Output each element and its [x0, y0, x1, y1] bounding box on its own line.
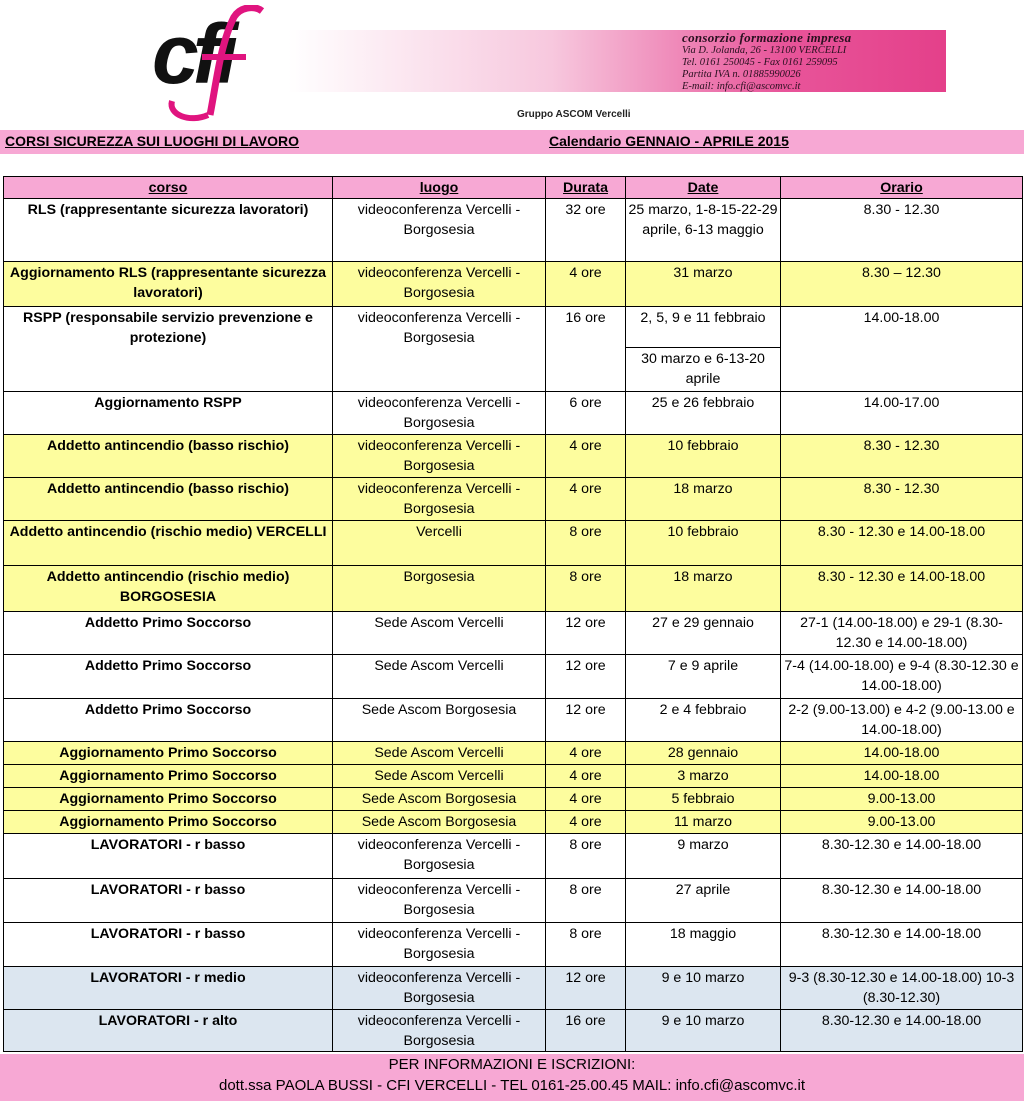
cell-durata: 4 ore — [546, 478, 626, 521]
table-row — [4, 307, 1023, 348]
cell-luogo: videoconferenza Vercelli - Borgosesia — [333, 834, 546, 879]
cell-luogo: Sede Ascom Vercelli — [333, 765, 546, 788]
cell-date: 31 marzo — [626, 262, 781, 307]
cell-orario: 8.30 – 12.30 — [781, 262, 1023, 307]
cell-luogo: videoconferenza Vercelli - Borgosesia — [333, 1010, 546, 1052]
cell-luogo: videoconferenza Vercelli - Borgosesia — [333, 923, 546, 967]
cell-orario: 8.30-12.30 e 14.00-18.00 — [781, 879, 1023, 923]
cell-luogo: Sede Ascom Vercelli — [333, 612, 546, 655]
table-row — [4, 1010, 1023, 1052]
cell-corso: Addetto Primo Soccorso — [4, 612, 333, 655]
cfi-logo — [150, 5, 275, 123]
cell-orario: 8.30-12.30 e 14.00-18.00 — [781, 923, 1023, 967]
cell-date-second: 30 marzo e 6-13-20 aprile — [626, 348, 781, 392]
footer-info-heading: PER INFORMAZIONI E ISCRIZIONI: — [388, 1056, 636, 1073]
cell-corso: Addetto antincendio (rischio medio) BORGOSESIA — [4, 566, 333, 612]
cell-corso: LAVORATORI - r basso — [4, 834, 333, 879]
cell-corso: Aggiornamento RLS (rappresentante sicurezza lavoratori) — [4, 262, 333, 307]
cell-corso: Addetto antincendio (basso rischio) — [4, 435, 333, 478]
cell-durata: 8 ore — [546, 566, 626, 612]
cell-date: 9 marzo — [626, 834, 781, 879]
cell-luogo: Sede Ascom Borgosesia — [333, 811, 546, 834]
cell-durata: 4 ore — [546, 262, 626, 307]
document-title: CORSI SICUREZZA SUI LUOGHI DI LAVORO — [5, 133, 300, 149]
cell-durata: 8 ore — [546, 521, 626, 566]
cell-date: 25 e 26 febbraio — [626, 392, 781, 435]
contact-footer — [0, 1054, 1024, 1101]
cell-durata: 4 ore — [546, 788, 626, 811]
cell-date: 27 aprile — [626, 879, 781, 923]
cell-luogo: Borgosesia — [333, 566, 546, 612]
cell-corso: Addetto antincendio (basso rischio) — [4, 478, 333, 521]
cell-corso: Addetto antincendio (rischio medio) VERCELLI — [4, 521, 333, 566]
cell-durata: 8 ore — [546, 879, 626, 923]
cell-durata: 12 ore — [546, 967, 626, 1010]
cell-orario: 8.30 - 12.30 e 14.00-18.00 — [781, 566, 1023, 612]
cell-corso: LAVORATORI - r medio — [4, 967, 333, 1010]
cell-corso: Aggiornamento Primo Soccorso — [4, 811, 333, 834]
cell-corso: LAVORATORI - r basso — [4, 923, 333, 967]
table-row — [4, 521, 1023, 566]
cell-date: 25 marzo, 1-8-15-22-29 aprile, 6-13 maggio — [626, 199, 781, 262]
cell-luogo: Vercelli — [333, 521, 546, 566]
cell-date: 27 e 29 gennaio — [626, 612, 781, 655]
cell-luogo: videoconferenza Vercelli - Borgosesia — [333, 879, 546, 923]
cell-orario: 27-1 (14.00-18.00) e 29-1 (8.30-12.30 e 14.00-18.00) — [781, 612, 1023, 655]
cell-corso: Addetto Primo Soccorso — [4, 655, 333, 699]
table-row — [4, 199, 1023, 262]
cell-date: 3 marzo — [626, 765, 781, 788]
cell-date: 2, 5, 9 e 11 febbraio — [626, 307, 781, 348]
cell-date: 2 e 4 febbraio — [626, 699, 781, 742]
table-row — [4, 879, 1023, 923]
cell-corso: Aggiornamento Primo Soccorso — [4, 742, 333, 765]
company-phone: Tel. 0161 250045 - Fax 0161 259095 — [682, 57, 838, 68]
cell-durata: 16 ore — [546, 1010, 626, 1052]
cell-luogo: videoconferenza Vercelli - Borgosesia — [333, 435, 546, 478]
footer-contact: dott.ssa PAOLA BUSSI - CFI VERCELLI - TEL 0161-25.00.45 MAIL: info.cfi@ascomvc.it — [218, 1077, 806, 1094]
cell-corso: LAVORATORI - r basso — [4, 879, 333, 923]
course-schedule-table — [3, 176, 1023, 1052]
cell-corso: Aggiornamento Primo Soccorso — [4, 788, 333, 811]
cell-durata: 4 ore — [546, 811, 626, 834]
cell-orario: 7-4 (14.00-18.00) e 9-4 (8.30-12.30 e 14.00-18.00) — [781, 655, 1023, 699]
cell-luogo: Sede Ascom Vercelli — [333, 655, 546, 699]
cell-orario: 8.30-12.30 e 14.00-18.00 — [781, 834, 1023, 879]
cell-corso: RLS (rappresentante sicurezza lavoratori) — [4, 199, 333, 262]
company-info — [682, 30, 942, 93]
cell-durata: 8 ore — [546, 834, 626, 879]
group-label: Gruppo ASCOM Vercelli — [517, 109, 631, 120]
cell-corso: RSPP (responsabile servizio prevenzione e protezione) — [4, 307, 333, 392]
table-row — [4, 967, 1023, 1010]
cell-durata: 8 ore — [546, 923, 626, 967]
header-durata: Durata — [546, 177, 626, 199]
cell-durata: 4 ore — [546, 765, 626, 788]
cell-date: 18 marzo — [626, 478, 781, 521]
table-row — [4, 923, 1023, 967]
cell-luogo: Sede Ascom Borgosesia — [333, 699, 546, 742]
table-row — [4, 765, 1023, 788]
cell-date: 18 marzo — [626, 566, 781, 612]
cell-date: 5 febbraio — [626, 788, 781, 811]
cell-luogo: videoconferenza Vercelli - Borgosesia — [333, 392, 546, 435]
table-row — [4, 566, 1023, 612]
table-row — [4, 742, 1023, 765]
cell-date: 18 maggio — [626, 923, 781, 967]
table-row — [4, 834, 1023, 879]
header-luogo: luogo — [333, 177, 546, 199]
cell-durata: 12 ore — [546, 699, 626, 742]
cell-orario: 8.30 - 12.30 — [781, 435, 1023, 478]
cell-orario: 9.00-13.00 — [781, 811, 1023, 834]
cell-orario: 8.30 - 12.30 — [781, 199, 1023, 262]
calendar-title: Calendario GENNAIO - APRILE 2015 — [549, 133, 789, 149]
company-name: consorzio formazione impresa — [682, 30, 852, 45]
cell-orario: 14.00-18.00 — [781, 307, 1023, 392]
cell-luogo: videoconferenza Vercelli - Borgosesia — [333, 199, 546, 262]
cell-durata: 16 ore — [546, 307, 626, 392]
header-orario: Orario — [781, 177, 1023, 199]
logo-text: cfi — [152, 7, 233, 101]
cell-luogo: videoconferenza Vercelli - Borgosesia — [333, 307, 546, 392]
cell-date: 28 gennaio — [626, 742, 781, 765]
cell-durata: 4 ore — [546, 435, 626, 478]
cell-orario: 14.00-17.00 — [781, 392, 1023, 435]
cell-durata: 12 ore — [546, 612, 626, 655]
header-date: Date — [626, 177, 781, 199]
cell-date: 9 e 10 marzo — [626, 1010, 781, 1052]
cell-corso: Aggiornamento Primo Soccorso — [4, 765, 333, 788]
cell-orario: 9-3 (8.30-12.30 e 14.00-18.00) 10-3 (8.30-12.30) — [781, 967, 1023, 1010]
cell-corso: Aggiornamento RSPP — [4, 392, 333, 435]
title-bar — [0, 130, 1024, 154]
cell-durata: 12 ore — [546, 655, 626, 699]
cell-date: 9 e 10 marzo — [626, 967, 781, 1010]
cell-luogo: videoconferenza Vercelli - Borgosesia — [333, 967, 546, 1010]
cell-date: 11 marzo — [626, 811, 781, 834]
letterhead — [0, 0, 1024, 128]
cell-durata: 4 ore — [546, 742, 626, 765]
cell-orario: 14.00-18.00 — [781, 742, 1023, 765]
table-row — [4, 262, 1023, 307]
header-corso: corso — [4, 177, 333, 199]
cell-luogo: Sede Ascom Borgosesia — [333, 788, 546, 811]
cell-date: 7 e 9 aprile — [626, 655, 781, 699]
cell-luogo: Sede Ascom Vercelli — [333, 742, 546, 765]
table-row — [4, 392, 1023, 435]
company-address: Via D. Jolanda, 26 - 13100 VERCELLI — [682, 45, 847, 56]
cell-date: 10 febbraio — [626, 521, 781, 566]
table-row — [4, 612, 1023, 655]
cell-orario: 8.30 - 12.30 — [781, 478, 1023, 521]
cell-orario: 2-2 (9.00-13.00) e 4-2 (9.00-13.00 e 14.00-18.00) — [781, 699, 1023, 742]
cell-corso: LAVORATORI - r alto — [4, 1010, 333, 1052]
company-vat: Partita IVA n. 01885990026 — [682, 69, 801, 80]
cell-luogo: videoconferenza Vercelli - Borgosesia — [333, 478, 546, 521]
cell-orario: 14.00-18.00 — [781, 765, 1023, 788]
cell-orario: 9.00-13.00 — [781, 788, 1023, 811]
table-row — [4, 655, 1023, 699]
table-row — [4, 788, 1023, 811]
table-row — [4, 478, 1023, 521]
cell-orario: 8.30 - 12.30 e 14.00-18.00 — [781, 521, 1023, 566]
table-row — [4, 699, 1023, 742]
cell-orario: 8.30-12.30 e 14.00-18.00 — [781, 1010, 1023, 1052]
cell-luogo: videoconferenza Vercelli - Borgosesia — [333, 262, 546, 307]
cell-durata: 6 ore — [546, 392, 626, 435]
cell-durata: 32 ore — [546, 199, 626, 262]
table-row — [4, 811, 1023, 834]
table-row — [4, 435, 1023, 478]
table-header-row — [4, 177, 1023, 199]
cell-date: 10 febbraio — [626, 435, 781, 478]
company-email: E-mail: info.cfi@ascomvc.it — [682, 81, 801, 92]
cell-corso: Addetto Primo Soccorso — [4, 699, 333, 742]
